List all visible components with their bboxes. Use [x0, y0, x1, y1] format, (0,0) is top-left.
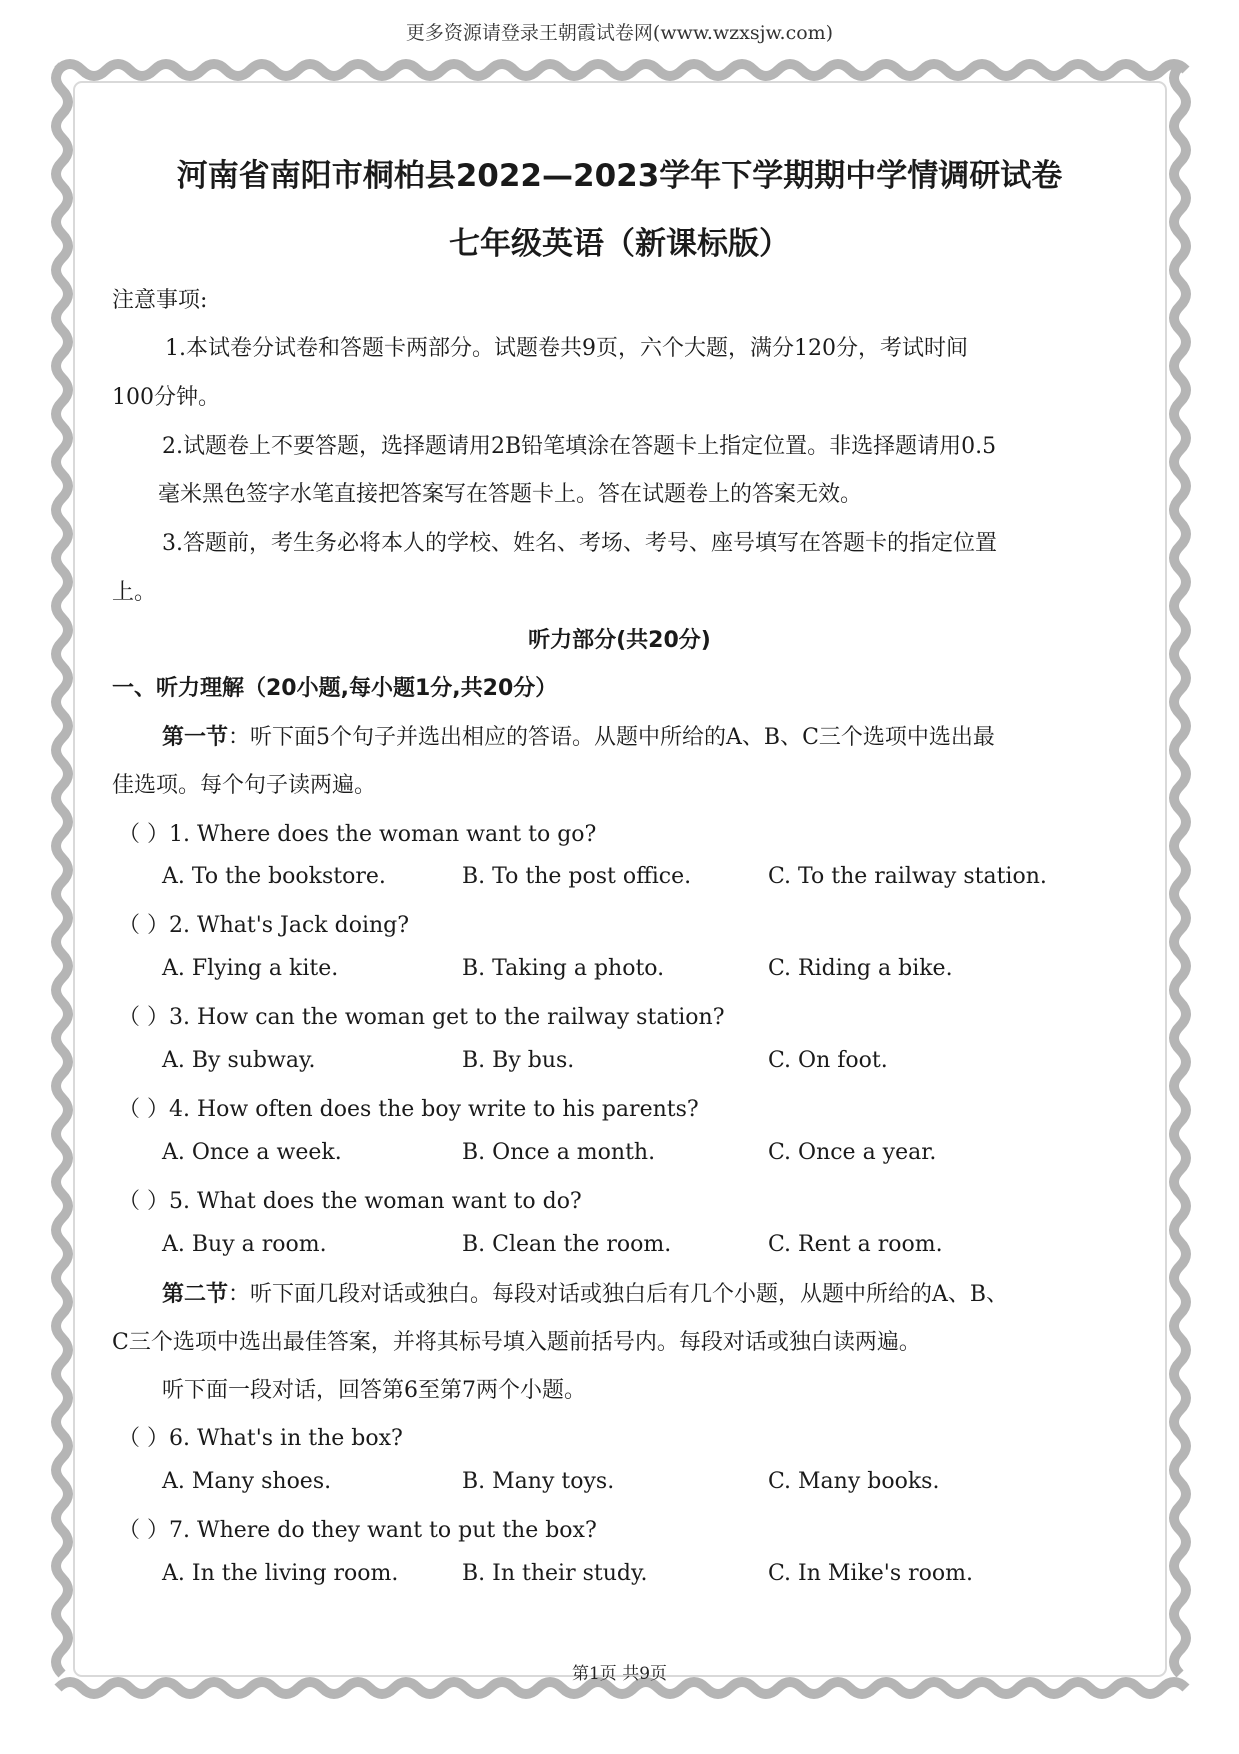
subsection-2-intro: 听下面一段对话，回答第6至第7两个小题。: [162, 1378, 586, 1403]
subsection-1-line-1: [162, 720, 995, 751]
source-header: 更多资源请登录王朝霞试卷网(www.wzxsjw.com): [405, 22, 834, 44]
question-5-option-b: B. Clean the room.: [462, 1232, 672, 1257]
question-2-option-b: B. Taking a photo.: [462, 956, 665, 981]
exam-subtitle: 七年级英语（新课标版）: [449, 226, 790, 262]
notes-heading: 注意事项:: [112, 288, 208, 313]
subsection-1-line-2: 佳选项。每个句子读两遍。: [112, 773, 377, 798]
question-7-stem: （ ）7. Where do they want to put the box?: [118, 1518, 597, 1543]
exam-title: 河南省南阳市桐柏县2022—2023学年下学期期中学情调研试卷: [176, 158, 1063, 194]
question-6-option-b: B. Many toys.: [462, 1469, 615, 1494]
question-5-option-a: A. Buy a room.: [162, 1232, 327, 1257]
question-3-option-b: B. By bus.: [462, 1048, 575, 1073]
question-2-option-a: A. Flying a kite.: [162, 956, 339, 981]
note-1-line-2: 100分钟。: [112, 385, 220, 410]
question-1-option-b: B. To the post office.: [462, 864, 692, 889]
subsection-2-label: 第二节: [162, 1282, 229, 1307]
note-2-line-1: 2.试题卷上不要答题，选择题请用2B铅笔填涂在答题卡上指定位置。非选择题请用0.5: [162, 434, 997, 459]
question-1-option-c: C. To the railway station.: [768, 864, 1047, 889]
question-2-option-c: C. Riding a bike.: [768, 956, 953, 981]
note-2-line-2: 毫米黑色签字水笔直接把答案写在答题卡上。答在试题卷上的答案无效。: [158, 482, 863, 507]
question-7-option-c: C. In Mike's room.: [768, 1561, 973, 1586]
listening-part-heading: 听力部分(共20分): [528, 628, 711, 653]
question-7-option-a: A. In the living room.: [162, 1561, 399, 1586]
question-1-option-a: A. To the bookstore.: [162, 864, 386, 889]
subsection-2-text: ：听下面几段对话或独白。每段对话或独白后有几个小题，从题中所给的A、B、: [228, 1282, 1009, 1307]
question-3-stem: （ ）3. How can the woman get to the railway station?: [118, 1005, 725, 1030]
question-6-option-a: A. Many shoes.: [162, 1469, 332, 1494]
question-5-stem: （ ）5. What does the woman want to do?: [118, 1189, 582, 1214]
note-3-line-2: 上。: [112, 580, 157, 605]
question-4-option-b: B. Once a month.: [462, 1140, 656, 1165]
question-1-stem: （ ）1. Where does the woman want to go?: [118, 822, 597, 847]
subsection-1-label: 第一节: [162, 725, 229, 750]
page-number: 第1页 共9页: [571, 1664, 668, 1684]
question-6-stem: （ ）6. What's in the box?: [118, 1426, 403, 1451]
question-3-option-a: A. By subway.: [162, 1048, 316, 1073]
question-2-stem: （ ）2. What's Jack doing?: [118, 913, 410, 938]
question-4-option-c: C. Once a year.: [768, 1140, 937, 1165]
question-4-stem: （ ）4. How often does the boy write to his parents?: [118, 1097, 699, 1122]
note-1-line-1: 1.本试卷分试卷和答题卡两部分。试题卷共9页，六个大题，满分120分，考试时间: [165, 336, 968, 361]
subsection-1-text: ：听下面5个句子并选出相应的答语。从题中所给的A、B、C三个选项中选出最: [228, 725, 995, 750]
subsection-2-line-2: C三个选项中选出最佳答案，并将其标号填入题前括号内。每段对话或独白读两遍。: [112, 1330, 921, 1355]
question-6-option-c: C. Many books.: [768, 1469, 940, 1494]
section-1-heading: 一、听力理解（20小题,每小题1分,共20分）: [112, 676, 558, 701]
question-7-option-b: B. In their study.: [462, 1561, 648, 1586]
question-4-option-a: A. Once a week.: [162, 1140, 342, 1165]
question-5-option-c: C. Rent a room.: [768, 1232, 943, 1257]
question-3-option-c: C. On foot.: [768, 1048, 888, 1073]
subsection-2-line-1: [162, 1277, 1008, 1308]
note-3-line-1: 3.答题前，考生务必将本人的学校、姓名、考场、考号、座号填写在答题卡的指定位置: [162, 531, 997, 556]
